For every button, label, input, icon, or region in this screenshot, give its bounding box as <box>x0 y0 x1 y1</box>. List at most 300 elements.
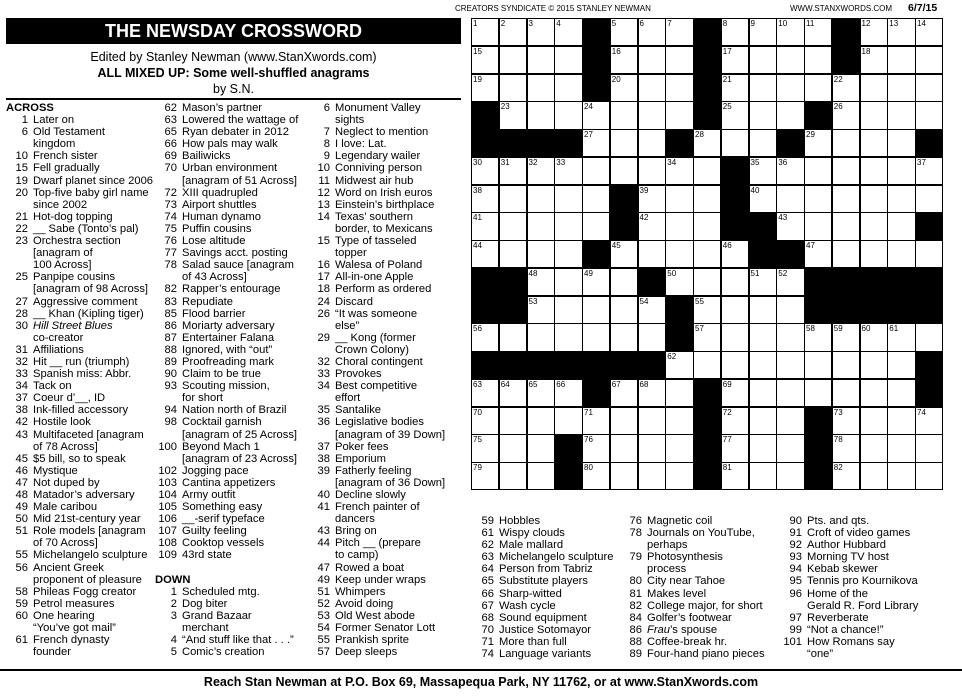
grid-cell[interactable] <box>721 18 749 46</box>
clue-text: Michelangelo sculpture <box>499 551 614 564</box>
cell-number: 1 <box>473 19 478 28</box>
grid-cell[interactable] <box>804 240 832 268</box>
grid-cell[interactable] <box>915 101 943 129</box>
grid-cell[interactable] <box>582 462 610 490</box>
grid-cell[interactable] <box>527 18 555 46</box>
grid-cell[interactable] <box>499 74 527 102</box>
cell-number: 38 <box>473 185 482 195</box>
grid-cell[interactable] <box>776 185 804 213</box>
grid-cell[interactable] <box>832 323 860 351</box>
grid-cell[interactable] <box>832 434 860 462</box>
grid-cell[interactable] <box>887 212 915 240</box>
grid-cell[interactable] <box>749 157 777 185</box>
grid-cell[interactable] <box>721 351 749 379</box>
grid-cell[interactable] <box>804 212 832 240</box>
cell-number: 4 <box>556 19 561 28</box>
grid-cell[interactable] <box>554 185 582 213</box>
grid-cell[interactable] <box>887 323 915 351</box>
clue-number: 78 <box>629 527 642 540</box>
grid-cell[interactable] <box>832 379 860 407</box>
clue <box>308 259 445 271</box>
grid-cell[interactable] <box>887 46 915 74</box>
grid-cell[interactable] <box>915 407 943 435</box>
clue-number: 46 <box>15 464 28 477</box>
clue-text: Scouting mission, <box>182 380 270 393</box>
clue <box>308 416 445 428</box>
grid-cell[interactable] <box>860 351 888 379</box>
grid-cell[interactable] <box>582 212 610 240</box>
grid-cell[interactable] <box>638 46 666 74</box>
grid-cell[interactable] <box>471 185 499 213</box>
grid-cell[interactable] <box>860 323 888 351</box>
grid-cell[interactable] <box>860 407 888 435</box>
clue-text: Monument Valley <box>335 102 421 114</box>
grid-cell[interactable] <box>582 185 610 213</box>
clue-text: Tennis pro Kournikova <box>807 575 918 588</box>
grid-cell[interactable] <box>665 74 693 102</box>
clue-text: [anagram of 51 Across] <box>182 174 298 187</box>
grid-cell[interactable] <box>665 268 693 296</box>
clue-number: 41 <box>317 501 330 514</box>
clue-text: Hot-dog topping <box>33 210 113 223</box>
grid-cell[interactable] <box>776 74 804 102</box>
grid-cell[interactable] <box>693 351 721 379</box>
grid-block <box>554 462 582 490</box>
grid-cell[interactable] <box>665 46 693 74</box>
grid-cell[interactable] <box>527 323 555 351</box>
grid-cell[interactable] <box>693 185 721 213</box>
clue-number: 56 <box>15 561 28 574</box>
grid-cell[interactable] <box>554 18 582 46</box>
grid-cell[interactable] <box>471 46 499 74</box>
grid-cell[interactable] <box>638 434 666 462</box>
grid-cell[interactable] <box>582 434 610 462</box>
clue-text: Jogging pace <box>182 464 249 477</box>
grid-cell[interactable] <box>776 296 804 324</box>
grid-cell[interactable] <box>471 407 499 435</box>
grid-cell[interactable] <box>527 268 555 296</box>
grid-cell[interactable] <box>499 240 527 268</box>
clue-number: 43 <box>317 525 330 538</box>
cell-number: 39 <box>639 185 649 195</box>
grid-cell[interactable] <box>721 379 749 407</box>
grid-cell[interactable] <box>915 185 943 213</box>
clue <box>308 646 445 658</box>
clue <box>780 612 918 624</box>
grid-cell[interactable] <box>527 296 555 324</box>
grid-cell[interactable] <box>665 101 693 129</box>
grid-cell[interactable] <box>638 407 666 435</box>
grid-cell[interactable] <box>721 462 749 490</box>
clue-number: 64 <box>481 563 494 576</box>
grid-cell[interactable] <box>665 185 693 213</box>
grid-cell[interactable] <box>610 74 638 102</box>
grid-cell[interactable] <box>860 185 888 213</box>
cell-number: 36 <box>778 157 788 167</box>
grid-cell[interactable] <box>610 157 638 185</box>
grid-cell[interactable] <box>887 379 915 407</box>
grid-cell[interactable] <box>776 351 804 379</box>
grid-cell[interactable] <box>471 212 499 240</box>
cell-number: 43 <box>778 213 788 223</box>
clue-number: 61 <box>481 527 494 540</box>
grid-cell[interactable] <box>749 351 777 379</box>
cell-number: 3 <box>528 19 533 28</box>
grid-cell[interactable] <box>638 212 666 240</box>
grid-cell[interactable] <box>832 74 860 102</box>
clue-number: 13 <box>317 198 330 211</box>
grid-cell[interactable] <box>915 18 943 46</box>
grid-cell[interactable] <box>527 101 555 129</box>
grid-cell[interactable] <box>665 407 693 435</box>
cell-number: 24 <box>584 102 593 112</box>
clue <box>620 588 765 600</box>
grid-cell[interactable] <box>832 351 860 379</box>
grid-cell[interactable] <box>638 462 666 490</box>
grid-block <box>499 351 527 379</box>
grid-cell[interactable] <box>860 462 888 490</box>
grid-cell[interactable] <box>610 240 638 268</box>
grid-cell[interactable] <box>471 157 499 185</box>
grid-cell[interactable] <box>582 407 610 435</box>
clue <box>308 537 445 549</box>
grid-cell[interactable] <box>887 185 915 213</box>
grid-cell[interactable] <box>638 323 666 351</box>
grid-cell[interactable] <box>887 18 915 46</box>
grid-cell[interactable] <box>582 268 610 296</box>
grid-block <box>915 379 943 407</box>
grid-cell[interactable] <box>610 379 638 407</box>
grid-cell[interactable] <box>804 18 832 46</box>
grid-cell[interactable] <box>860 46 888 74</box>
grid-cell[interactable] <box>499 18 527 46</box>
grid-cell[interactable] <box>804 46 832 74</box>
grid-cell[interactable] <box>554 240 582 268</box>
grid-cell[interactable] <box>554 407 582 435</box>
grid-cell[interactable] <box>693 296 721 324</box>
grid-cell[interactable] <box>721 129 749 157</box>
grid-cell[interactable] <box>721 74 749 102</box>
grid-cell[interactable] <box>832 101 860 129</box>
grid-block <box>471 101 499 129</box>
grid-cell[interactable] <box>776 46 804 74</box>
grid-cell[interactable] <box>638 18 666 46</box>
grid-cell[interactable] <box>887 129 915 157</box>
grid-cell[interactable] <box>693 240 721 268</box>
clue-text: Top-five baby girl name <box>33 186 149 199</box>
grid-cell[interactable] <box>887 351 915 379</box>
grid-cell[interactable] <box>499 212 527 240</box>
grid-cell[interactable] <box>665 434 693 462</box>
grid-cell[interactable] <box>499 462 527 490</box>
grid-cell[interactable] <box>665 240 693 268</box>
grid-cell[interactable] <box>776 323 804 351</box>
grid-cell[interactable] <box>693 323 721 351</box>
grid-block <box>693 74 721 102</box>
grid-cell[interactable] <box>665 212 693 240</box>
grid-cell[interactable] <box>721 407 749 435</box>
grid-cell[interactable] <box>638 74 666 102</box>
grid-cell[interactable] <box>638 379 666 407</box>
cell-number: 73 <box>833 407 843 417</box>
clue-text: Rapper’s entourage <box>182 283 281 296</box>
grid-cell[interactable] <box>749 462 777 490</box>
clue <box>155 501 298 513</box>
grid-cell[interactable] <box>582 129 610 157</box>
grid-cell[interactable] <box>693 268 721 296</box>
clue-continuation <box>6 441 153 453</box>
grid-cell[interactable] <box>776 434 804 462</box>
grid-cell[interactable] <box>860 157 888 185</box>
grid-cell[interactable] <box>499 407 527 435</box>
cell-number: 2 <box>500 19 506 28</box>
grid-cell[interactable] <box>471 323 499 351</box>
grid-cell[interactable] <box>554 323 582 351</box>
clue-number: 65 <box>164 126 177 139</box>
grid-cell[interactable] <box>860 379 888 407</box>
clue-number: 44 <box>317 537 330 550</box>
grid-cell[interactable] <box>804 157 832 185</box>
grid-cell[interactable] <box>693 157 721 185</box>
grid-cell[interactable] <box>554 296 582 324</box>
grid-cell[interactable] <box>804 351 832 379</box>
grid-cell[interactable] <box>638 129 666 157</box>
clue <box>780 551 918 563</box>
grid-cell[interactable] <box>860 101 888 129</box>
grid-cell[interactable] <box>582 101 610 129</box>
grid-cell[interactable] <box>610 101 638 129</box>
grid-cell[interactable] <box>582 296 610 324</box>
clue <box>6 549 153 561</box>
grid-cell[interactable] <box>693 212 721 240</box>
grid-cell[interactable] <box>471 434 499 462</box>
grid-block <box>665 296 693 324</box>
clue-text: Discard <box>335 295 373 308</box>
grid-cell[interactable] <box>693 129 721 157</box>
grid-cell[interactable] <box>915 157 943 185</box>
grid-cell[interactable] <box>721 240 749 268</box>
clue <box>6 453 153 465</box>
grid-cell[interactable] <box>832 240 860 268</box>
grid-cell[interactable] <box>527 157 555 185</box>
grid-cell[interactable] <box>610 18 638 46</box>
grid-cell[interactable] <box>554 268 582 296</box>
grid-cell[interactable] <box>832 185 860 213</box>
grid-cell[interactable] <box>665 379 693 407</box>
grid-cell[interactable] <box>860 74 888 102</box>
grid-cell[interactable] <box>527 407 555 435</box>
clue-number: 83 <box>164 295 177 308</box>
section-heading: ACROSS <box>6 102 54 114</box>
grid-cell[interactable] <box>776 212 804 240</box>
grid-cell[interactable] <box>665 462 693 490</box>
clue-text: Entertainer Falana <box>182 331 275 344</box>
grid-cell[interactable] <box>776 101 804 129</box>
grid-cell[interactable] <box>499 379 527 407</box>
grid-cell[interactable] <box>610 46 638 74</box>
grid-cell[interactable] <box>804 74 832 102</box>
grid-cell[interactable] <box>610 296 638 324</box>
grid-block <box>499 129 527 157</box>
grid-cell[interactable] <box>860 212 888 240</box>
grid-block <box>693 18 721 46</box>
grid-cell[interactable] <box>665 18 693 46</box>
grid-cell[interactable] <box>887 434 915 462</box>
grid-cell[interactable] <box>471 240 499 268</box>
grid-cell[interactable] <box>915 46 943 74</box>
grid-cell[interactable] <box>721 434 749 462</box>
grid-cell[interactable] <box>665 157 693 185</box>
grid-cell[interactable] <box>860 434 888 462</box>
grid-cell[interactable] <box>527 185 555 213</box>
grid-cell[interactable] <box>832 407 860 435</box>
grid-cell[interactable] <box>887 240 915 268</box>
clue-text: Affiliations <box>33 343 84 356</box>
clue-text: Journals on YouTube, <box>647 527 755 540</box>
clue <box>308 574 445 586</box>
grid-cell[interactable] <box>499 323 527 351</box>
grid-cell[interactable] <box>665 351 693 379</box>
grid-cell[interactable] <box>499 101 527 129</box>
grid-cell[interactable] <box>887 101 915 129</box>
grid-cell[interactable] <box>610 129 638 157</box>
clue-text: __ Khan (Kipling tiger) <box>33 307 144 320</box>
grid-cell[interactable] <box>887 74 915 102</box>
grid-cell[interactable] <box>554 379 582 407</box>
grid-cell[interactable] <box>471 18 499 46</box>
grid-cell[interactable] <box>776 268 804 296</box>
clue-number: 94 <box>164 404 177 417</box>
grid-cell[interactable] <box>749 379 777 407</box>
grid-cell[interactable] <box>499 157 527 185</box>
grid-cell[interactable] <box>915 240 943 268</box>
grid-cell[interactable] <box>860 240 888 268</box>
grid-cell[interactable] <box>610 462 638 490</box>
grid-cell[interactable] <box>887 157 915 185</box>
grid-cell[interactable] <box>804 185 832 213</box>
cell-number: 10 <box>778 19 788 28</box>
grid-cell[interactable] <box>610 434 638 462</box>
grid-cell[interactable] <box>554 101 582 129</box>
grid-cell[interactable] <box>582 157 610 185</box>
grid-cell[interactable] <box>527 74 555 102</box>
grid-cell[interactable] <box>554 212 582 240</box>
grid-cell[interactable] <box>749 18 777 46</box>
grid-cell[interactable] <box>554 74 582 102</box>
grid-cell[interactable] <box>471 74 499 102</box>
grid-cell[interactable] <box>471 379 499 407</box>
grid-cell[interactable] <box>638 101 666 129</box>
grid-cell[interactable] <box>749 296 777 324</box>
grid-cell[interactable] <box>527 212 555 240</box>
grid-cell[interactable] <box>915 462 943 490</box>
grid-cell[interactable] <box>832 129 860 157</box>
grid-cell[interactable] <box>804 129 832 157</box>
grid-cell[interactable] <box>610 268 638 296</box>
grid-cell[interactable] <box>638 185 666 213</box>
grid-cell[interactable] <box>776 157 804 185</box>
grid-cell[interactable] <box>832 462 860 490</box>
grid-cell[interactable] <box>721 296 749 324</box>
grid-cell[interactable] <box>749 129 777 157</box>
grid-cell[interactable] <box>804 379 832 407</box>
grid-cell[interactable] <box>804 323 832 351</box>
clue-text: ’s spouse <box>670 623 718 636</box>
clue-number: 102 <box>158 464 177 477</box>
grid-cell[interactable] <box>721 46 749 74</box>
cell-number: 37 <box>917 157 926 167</box>
grid-cell[interactable] <box>527 240 555 268</box>
grid-cell[interactable] <box>860 129 888 157</box>
grid-cell[interactable] <box>582 323 610 351</box>
grid-cell[interactable] <box>776 407 804 435</box>
grid-cell[interactable] <box>638 157 666 185</box>
grid-cell[interactable] <box>749 74 777 102</box>
grid-cell[interactable] <box>721 101 749 129</box>
clue-number: 28 <box>15 307 28 320</box>
grid-cell[interactable] <box>499 434 527 462</box>
grid-cell[interactable] <box>749 323 777 351</box>
grid-cell[interactable] <box>749 101 777 129</box>
clue-text: French dynasty <box>33 634 110 647</box>
grid-cell[interactable] <box>749 407 777 435</box>
grid-cell[interactable] <box>832 157 860 185</box>
grid-cell[interactable] <box>915 323 943 351</box>
grid-cell[interactable] <box>554 46 582 74</box>
grid-cell[interactable] <box>776 379 804 407</box>
clue-number: 38 <box>15 404 28 417</box>
clue <box>472 600 613 612</box>
clue-text: of 78 Across] <box>33 440 98 453</box>
grid-cell[interactable] <box>887 407 915 435</box>
grid-cell[interactable] <box>721 323 749 351</box>
grid-cell[interactable] <box>776 462 804 490</box>
grid-cell[interactable] <box>776 18 804 46</box>
grid-cell[interactable] <box>527 462 555 490</box>
cell-number: 64 <box>500 379 510 389</box>
grid-cell[interactable] <box>887 462 915 490</box>
byline: by S.N. <box>213 82 254 96</box>
grid-cell[interactable] <box>860 18 888 46</box>
grid-cell[interactable] <box>527 379 555 407</box>
grid-cell[interactable] <box>832 212 860 240</box>
grid-cell[interactable] <box>610 323 638 351</box>
grid-cell[interactable] <box>527 434 555 462</box>
grid-cell[interactable] <box>527 46 555 74</box>
grid-cell[interactable] <box>638 296 666 324</box>
grid-cell[interactable] <box>554 157 582 185</box>
clue-number: 37 <box>317 440 330 453</box>
grid-cell[interactable] <box>915 74 943 102</box>
clue <box>155 513 298 525</box>
grid-cell[interactable] <box>610 407 638 435</box>
grid-cell[interactable] <box>749 185 777 213</box>
grid-cell[interactable] <box>749 46 777 74</box>
grid-cell[interactable] <box>915 434 943 462</box>
clue-number: 101 <box>783 635 802 648</box>
grid-cell[interactable] <box>471 462 499 490</box>
grid-cell[interactable] <box>638 240 666 268</box>
grid-cell[interactable] <box>499 185 527 213</box>
grid-cell[interactable] <box>499 46 527 74</box>
clue-number: 23 <box>15 235 28 248</box>
clue-number: 57 <box>317 646 330 659</box>
clue <box>472 648 613 660</box>
clue <box>780 527 918 539</box>
grid-cell[interactable] <box>749 434 777 462</box>
grid-cell[interactable] <box>749 268 777 296</box>
grid-cell[interactable] <box>721 268 749 296</box>
